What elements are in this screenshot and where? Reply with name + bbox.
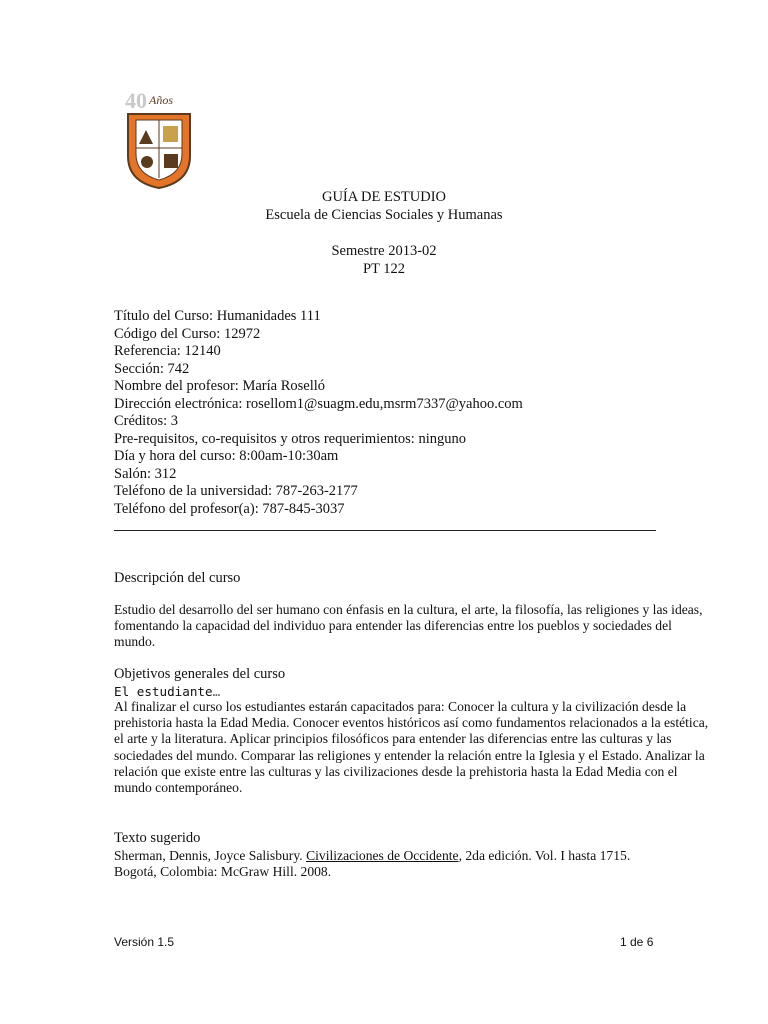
divider-line [114, 530, 656, 531]
reference-book-title: Civilizaciones de Occidente [306, 848, 459, 863]
student-label-text: El estudiante [114, 684, 213, 699]
school-name: Escuela de Ciencias Sociales y Humanas [265, 207, 503, 223]
footer-version: Versión 1.5 [114, 935, 175, 949]
info-line-course-code: Código del Curso: 12972 [114, 325, 261, 342]
info-line-course-title: Título del Curso: Humanidades 111 [114, 308, 321, 324]
objectives-text: Al finalizar el curso los estudiantes estarán capacitados para: Conocer la cultura y la civilización desde la prehistoria hasta la Edad Media. Conocer eventos históricos así como fundamentos relacionados a la estética, el arte y la literatura. Aplicar principios filosóficos para entender las diferencias entre las culturas y las sociedades del mundo. Comparar las religiones y entender la relación entre la Iglesia y el Estado. Analizar la relación que existe entre las culturas y las civilizaciones desde la prehistoria hasta la Edad Media con el mundo contemporáneo. [114, 699, 709, 796]
svg-text:Años: Años [149, 93, 173, 107]
university-seal-logo [120, 86, 198, 190]
description-heading: Descripción del curso [114, 570, 241, 586]
suggested-text-heading: Texto sugerido [114, 830, 201, 846]
document-title: GUÍA DE ESTUDIO [321, 189, 447, 205]
reference-line-2: Bogotá, Colombia: McGraw Hill. 2008. [114, 864, 332, 880]
student-label [114, 684, 220, 699]
course-info-list [114, 308, 523, 518]
info-line-schedule: Día y hora del curso: 8:00am-10:30am [114, 448, 339, 464]
reference-authors: Sherman, Dennis, Joyce Salisbury. [114, 848, 303, 863]
info-line-professor: Nombre del profesor: María Roselló [114, 378, 326, 394]
reference-edition: , 2da edición. Vol. I hasta 1715. [458, 848, 631, 863]
info-line-university-phone: Teléfono de la universidad: 787-263-2177 [114, 483, 358, 499]
student-ellipsis: … [212, 684, 221, 699]
svg-text:40: 40 [125, 88, 147, 113]
info-line-reference: Referencia: 12140 [114, 343, 221, 359]
reference-line-1 [114, 848, 630, 864]
info-line-credits: Créditos: 3 [114, 413, 179, 429]
info-line-prerequisites: Pre-requisitos, co-requisitos y otros requerimientos: ninguno [114, 430, 466, 447]
info-line-email: Dirección electrónica: rosellom1@suagm.edu,msrm7337@yahoo.com [114, 395, 523, 412]
info-line-room: Salón: 312 [114, 465, 177, 482]
semester: Semestre 2013-02 [331, 243, 437, 259]
suggested-text-reference [114, 848, 630, 881]
footer-page-number: 1 de 6 [620, 935, 654, 949]
description-text: Estudio del desarrollo del ser humano con énfasis en la cultura, el arte, la filosofía, las religiones y las ideas, fomentando la capacidad del individuo para entender las diferencias entre los pueblos y sociedades del mundo. [114, 602, 703, 650]
info-line-section: Sección: 742 [114, 360, 190, 377]
document-header [0, 188, 768, 278]
program-code: PT 122 [362, 261, 406, 277]
info-line-professor-phone: Teléfono del profesor(a): 787-845-3037 [114, 500, 345, 517]
objectives-heading: Objetivos generales del curso [114, 666, 286, 682]
